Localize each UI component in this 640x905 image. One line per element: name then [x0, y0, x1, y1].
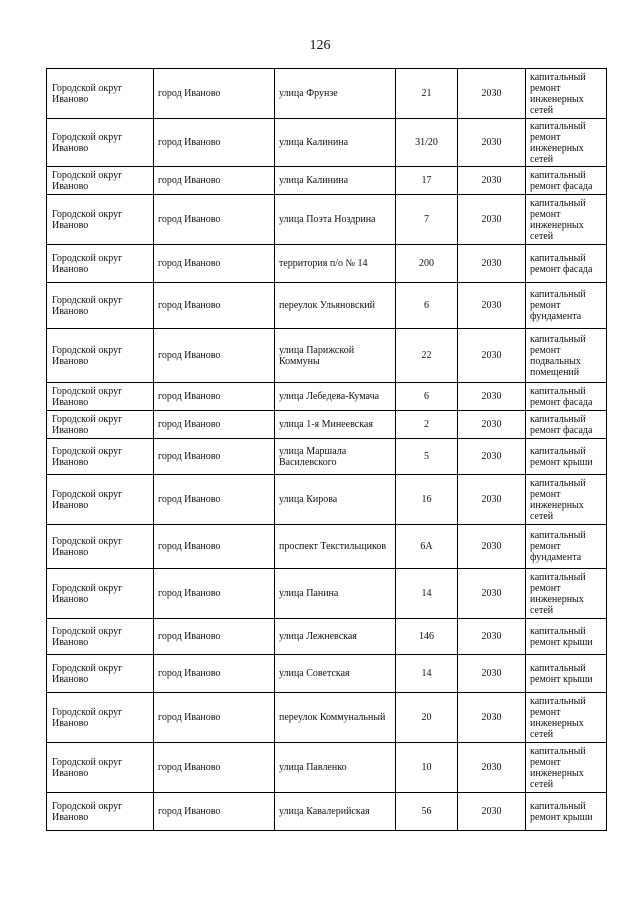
cell-street: улица Лежневская: [275, 619, 396, 655]
cell-street: территория п/о № 14: [275, 245, 396, 283]
cell-work-type: капитальный ремонт фундамента: [526, 283, 607, 329]
cell-year: 2030: [458, 693, 526, 743]
cell-house-number: 146: [396, 619, 458, 655]
cell-city: город Иваново: [154, 569, 275, 619]
cell-work-type: капитальный ремонт инженерных сетей: [526, 119, 607, 167]
cell-house-number: 22: [396, 329, 458, 383]
cell-district: Городской округ Иваново: [47, 439, 154, 475]
cell-year: 2030: [458, 167, 526, 195]
table-row: [47, 655, 607, 693]
cell-street: переулок Коммунальный: [275, 693, 396, 743]
cell-work-type: капитальный ремонт фасада: [526, 411, 607, 439]
cell-city: город Иваново: [154, 619, 275, 655]
cell-city: город Иваново: [154, 743, 275, 793]
cell-house-number: 16: [396, 475, 458, 525]
cell-work-type: капитальный ремонт инженерных сетей: [526, 69, 607, 119]
cell-street: улица 1-я Минеевская: [275, 411, 396, 439]
cell-work-type: капитальный ремонт крыши: [526, 655, 607, 693]
table-row: [47, 525, 607, 569]
cell-house-number: 2: [396, 411, 458, 439]
cell-district: Городской округ Иваново: [47, 167, 154, 195]
table-row: [47, 383, 607, 411]
table-row: [47, 283, 607, 329]
cell-street: улица Лебедева-Кумача: [275, 383, 396, 411]
cell-year: 2030: [458, 655, 526, 693]
cell-house-number: 6: [396, 383, 458, 411]
cell-city: город Иваново: [154, 329, 275, 383]
cell-city: город Иваново: [154, 69, 275, 119]
cell-city: город Иваново: [154, 793, 275, 831]
cell-district: Городской округ Иваново: [47, 569, 154, 619]
cell-house-number: 10: [396, 743, 458, 793]
cell-district: Городской округ Иваново: [47, 383, 154, 411]
table-row: [47, 195, 607, 245]
cell-city: город Иваново: [154, 655, 275, 693]
cell-house-number: 14: [396, 655, 458, 693]
cell-city: город Иваново: [154, 411, 275, 439]
cell-street: улица Калинина: [275, 119, 396, 167]
cell-work-type: капитальный ремонт подвальных помещений: [526, 329, 607, 383]
cell-year: 2030: [458, 119, 526, 167]
cell-district: Городской округ Иваново: [47, 119, 154, 167]
cell-year: 2030: [458, 283, 526, 329]
cell-house-number: 14: [396, 569, 458, 619]
cell-city: город Иваново: [154, 167, 275, 195]
cell-city: город Иваново: [154, 245, 275, 283]
cell-work-type: капитальный ремонт инженерных сетей: [526, 475, 607, 525]
cell-district: Городской округ Иваново: [47, 283, 154, 329]
cell-city: город Иваново: [154, 439, 275, 475]
cell-city: город Иваново: [154, 475, 275, 525]
table-row: [47, 475, 607, 525]
cell-year: 2030: [458, 743, 526, 793]
cell-year: 2030: [458, 569, 526, 619]
page-number: 126: [309, 38, 331, 53]
cell-district: Городской округ Иваново: [47, 619, 154, 655]
table-row: [47, 743, 607, 793]
cell-house-number: 56: [396, 793, 458, 831]
cell-year: 2030: [458, 525, 526, 569]
table-row: [47, 119, 607, 167]
cell-work-type: капитальный ремонт крыши: [526, 439, 607, 475]
cell-work-type: капитальный ремонт инженерных сетей: [526, 693, 607, 743]
cell-street: улица Парижской Коммуны: [275, 329, 396, 383]
cell-work-type: капитальный ремонт фасада: [526, 167, 607, 195]
cell-year: 2030: [458, 195, 526, 245]
table-row: [47, 245, 607, 283]
cell-district: Городской округ Иваново: [47, 245, 154, 283]
cell-district: Городской округ Иваново: [47, 195, 154, 245]
cell-house-number: 6А: [396, 525, 458, 569]
cell-house-number: 6: [396, 283, 458, 329]
cell-city: город Иваново: [154, 195, 275, 245]
cell-street: улица Панина: [275, 569, 396, 619]
repair-schedule-table: [46, 68, 607, 831]
cell-street: проспект Текстильщиков: [275, 525, 396, 569]
cell-house-number: 20: [396, 693, 458, 743]
table-row: [47, 439, 607, 475]
cell-city: город Иваново: [154, 283, 275, 329]
cell-work-type: капитальный ремонт крыши: [526, 619, 607, 655]
cell-year: 2030: [458, 439, 526, 475]
cell-district: Городской округ Иваново: [47, 525, 154, 569]
cell-district: Городской округ Иваново: [47, 69, 154, 119]
cell-city: город Иваново: [154, 119, 275, 167]
cell-street: улица Маршала Василевского: [275, 439, 396, 475]
cell-district: Городской округ Иваново: [47, 693, 154, 743]
cell-work-type: капитальный ремонт фундамента: [526, 525, 607, 569]
cell-house-number: 5: [396, 439, 458, 475]
cell-year: 2030: [458, 383, 526, 411]
table-row: [47, 167, 607, 195]
cell-street: улица Поэта Ноздрина: [275, 195, 396, 245]
cell-city: город Иваново: [154, 383, 275, 411]
cell-street: переулок Ульяновский: [275, 283, 396, 329]
cell-work-type: капитальный ремонт фасада: [526, 245, 607, 283]
cell-district: Городской округ Иваново: [47, 329, 154, 383]
cell-work-type: капитальный ремонт инженерных сетей: [526, 569, 607, 619]
cell-street: улица Калинина: [275, 167, 396, 195]
table-row: [47, 69, 607, 119]
cell-year: 2030: [458, 475, 526, 525]
table-row: [47, 411, 607, 439]
table-row: [47, 569, 607, 619]
cell-district: Городской округ Иваново: [47, 475, 154, 525]
table-row: [47, 793, 607, 831]
table-row: [47, 619, 607, 655]
cell-city: город Иваново: [154, 525, 275, 569]
cell-house-number: 31/20: [396, 119, 458, 167]
cell-street: улица Советская: [275, 655, 396, 693]
cell-work-type: капитальный ремонт инженерных сетей: [526, 195, 607, 245]
table-body: [47, 69, 607, 831]
cell-street: улица Кирова: [275, 475, 396, 525]
cell-street: улица Павленко: [275, 743, 396, 793]
cell-house-number: 17: [396, 167, 458, 195]
cell-district: Городской округ Иваново: [47, 411, 154, 439]
cell-year: 2030: [458, 411, 526, 439]
cell-house-number: 21: [396, 69, 458, 119]
table-row: [47, 329, 607, 383]
cell-year: 2030: [458, 329, 526, 383]
cell-house-number: 7: [396, 195, 458, 245]
cell-city: город Иваново: [154, 693, 275, 743]
cell-district: Городской округ Иваново: [47, 655, 154, 693]
cell-district: Городской округ Иваново: [47, 793, 154, 831]
cell-street: улица Фрунзе: [275, 69, 396, 119]
cell-year: 2030: [458, 69, 526, 119]
cell-year: 2030: [458, 245, 526, 283]
cell-street: улица Кавалерийская: [275, 793, 396, 831]
table-row: [47, 693, 607, 743]
cell-work-type: капитальный ремонт инженерных сетей: [526, 743, 607, 793]
cell-district: Городской округ Иваново: [47, 743, 154, 793]
cell-year: 2030: [458, 619, 526, 655]
cell-work-type: капитальный ремонт фасада: [526, 383, 607, 411]
cell-year: 2030: [458, 793, 526, 831]
cell-work-type: капитальный ремонт крыши: [526, 793, 607, 831]
cell-house-number: 200: [396, 245, 458, 283]
